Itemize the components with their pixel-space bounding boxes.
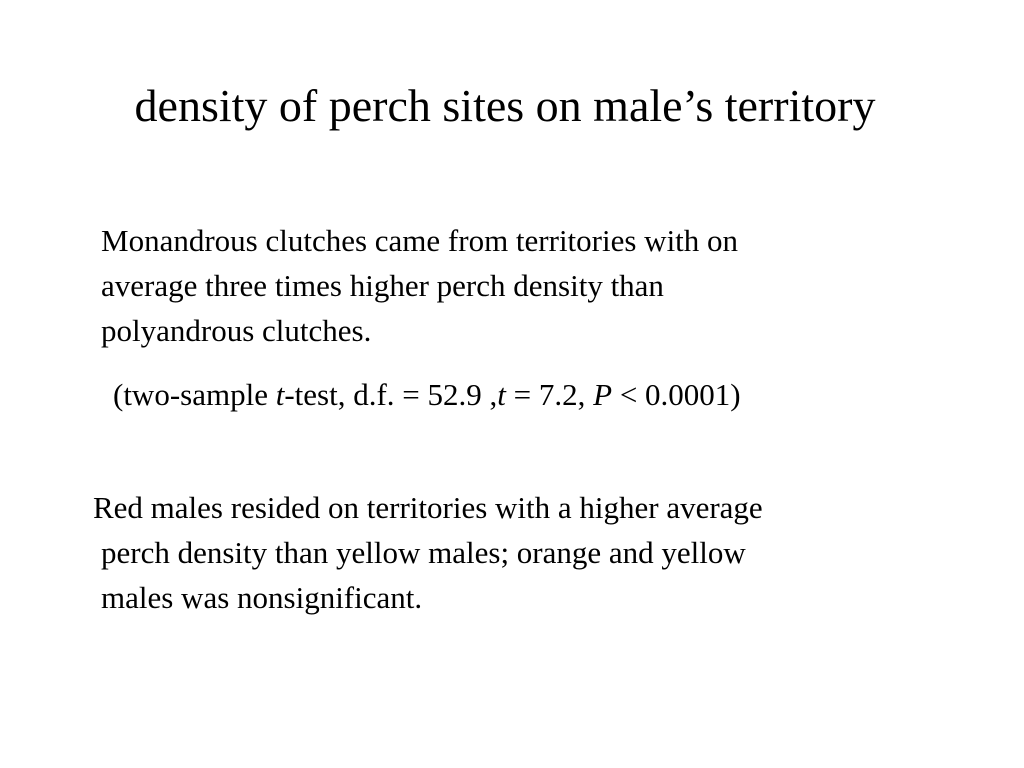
paragraph-monandrous	[101, 218, 738, 353]
paragraph-red-males	[93, 485, 763, 620]
stats-open: (two-sample	[113, 377, 276, 412]
slide-title: density of perch sites on male’s territory	[134, 80, 876, 131]
stats-p-symbol: P	[593, 377, 613, 412]
paragraph-line: Red males resided on territories with a higher average	[93, 490, 763, 525]
paragraph-line: polyandrous clutches.	[101, 313, 372, 348]
paragraph-line: Monandrous clutches came from territories with on	[101, 223, 739, 258]
stats-line	[113, 372, 741, 417]
stats-t-symbol: t	[275, 377, 285, 412]
paragraph-line: males was nonsignificant.	[101, 580, 423, 615]
stats-df: -test, d.f. = 52.9 ,	[284, 377, 498, 412]
stats-t-symbol: t	[497, 377, 506, 412]
stats-t-value: = 7.2,	[505, 377, 594, 412]
stats-p-value: < 0.0001)	[612, 377, 741, 412]
paragraph-line: perch density than yellow males; orange and yellow	[101, 535, 746, 570]
paragraph-line: average three times higher perch density than	[101, 268, 664, 303]
